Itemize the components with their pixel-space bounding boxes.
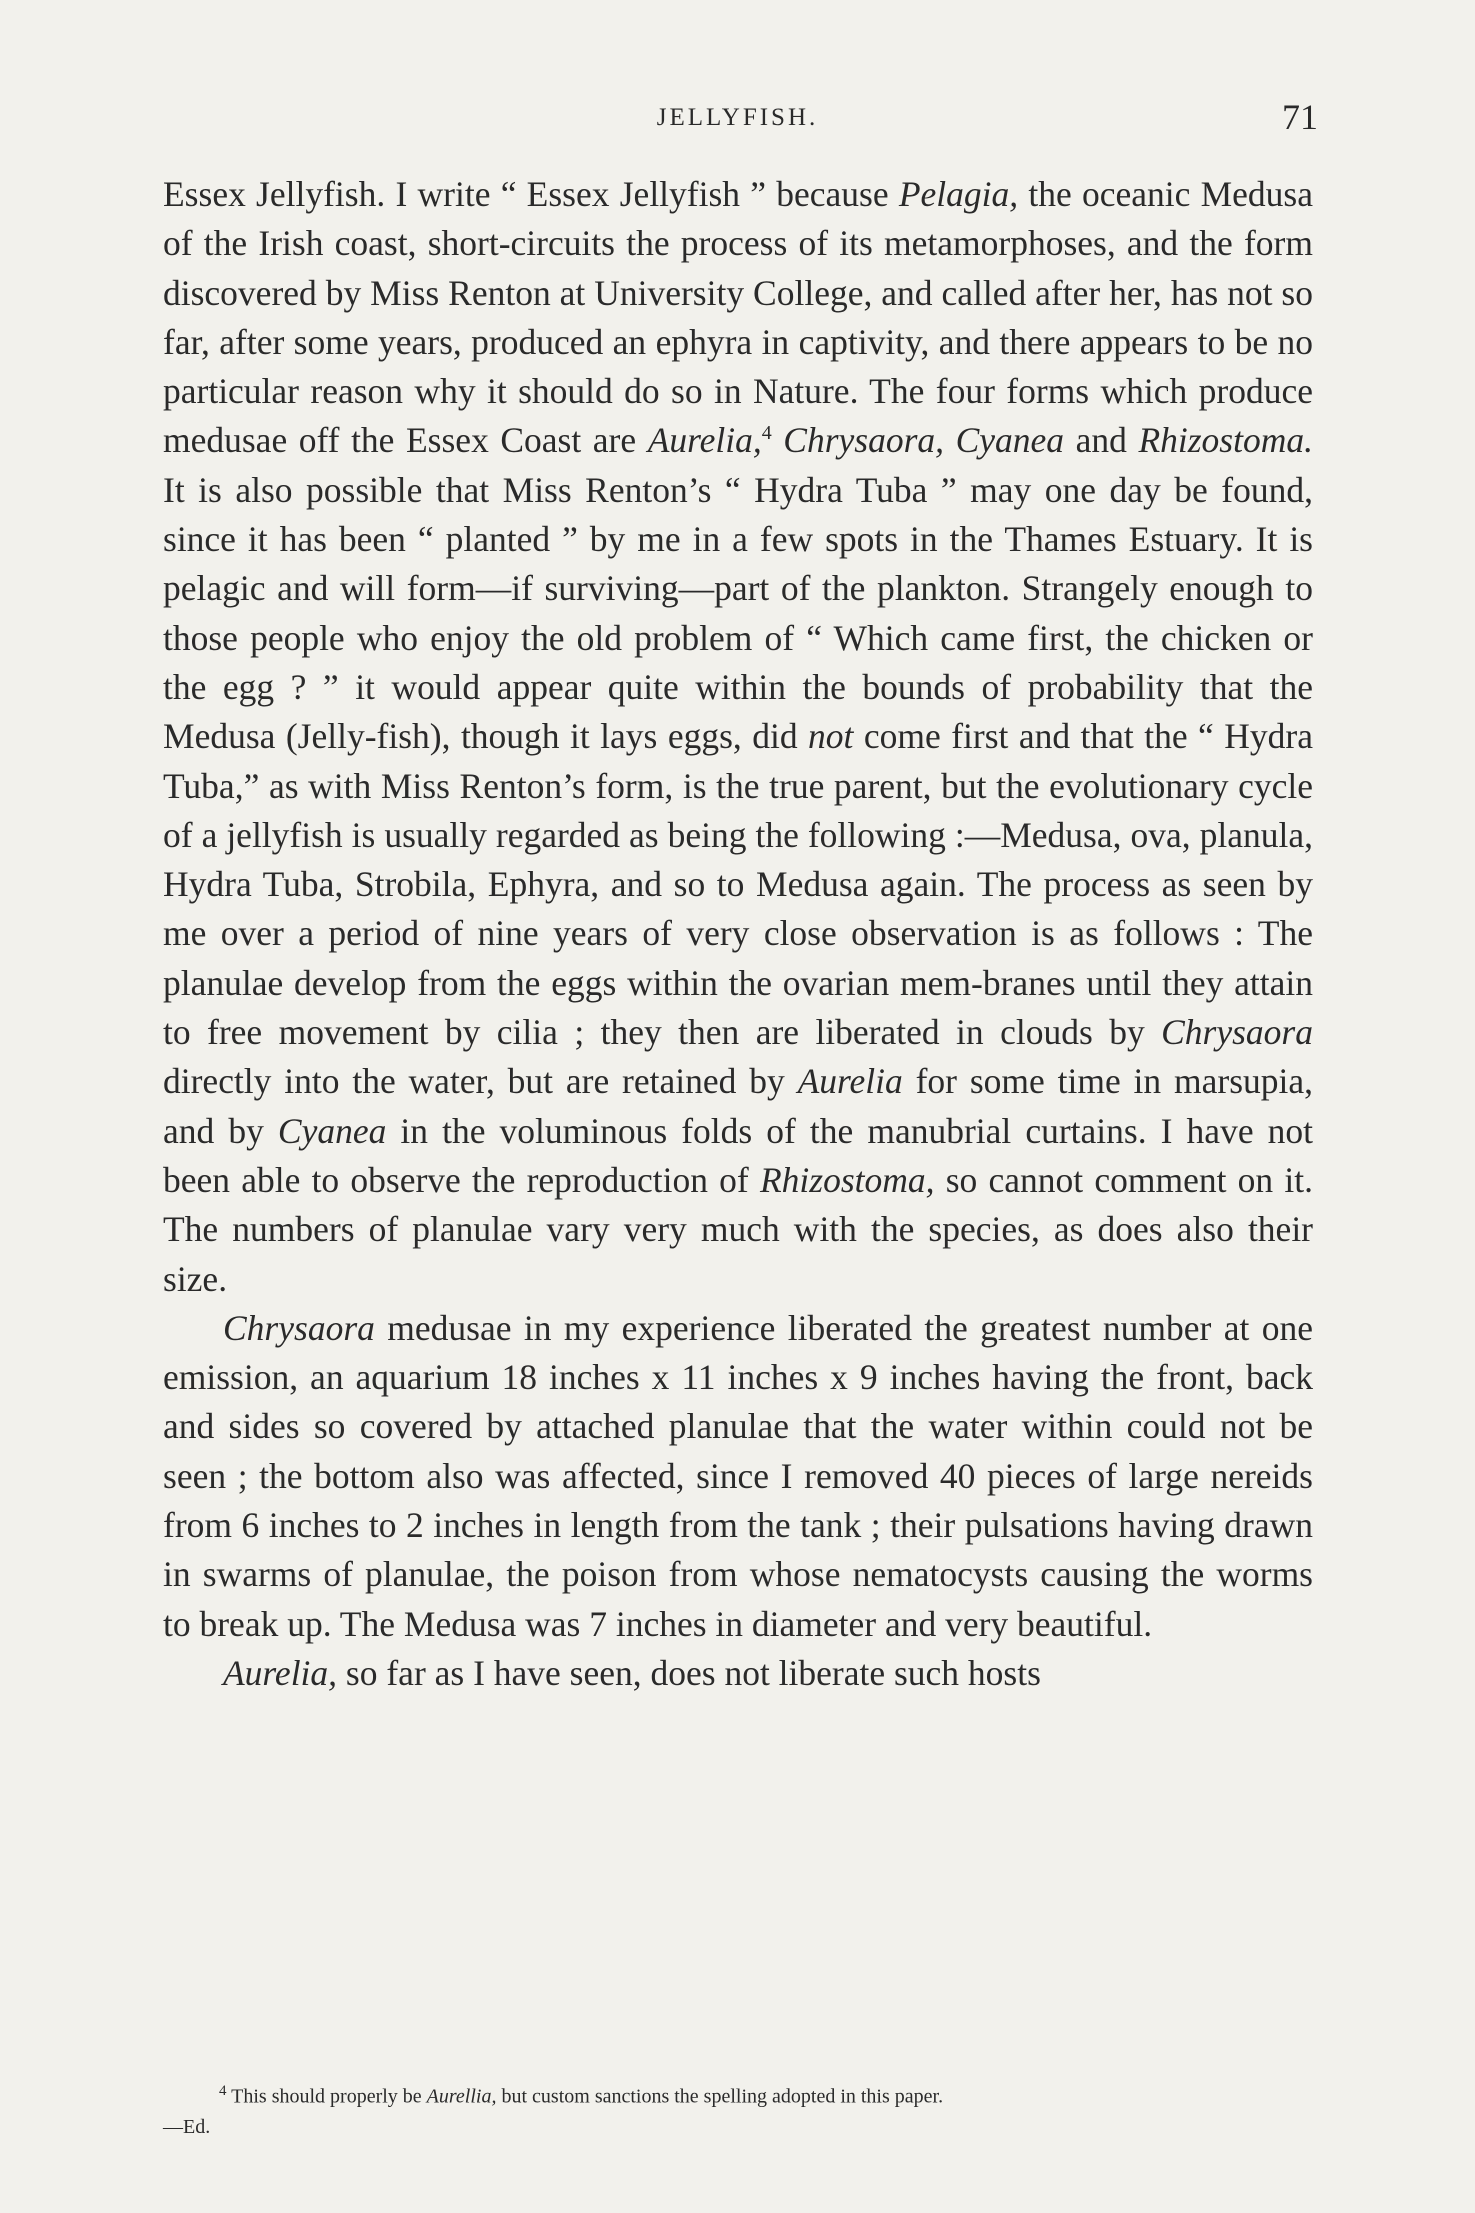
text-run: Essex Jellyfish. I write “ Essex Jellyfish ” because <box>163 174 899 214</box>
running-head <box>0 96 1475 136</box>
italic-run: Pelagia, <box>898 174 1019 214</box>
text-run: directly into the water, but are retained by <box>163 1061 798 1102</box>
text-run: the oceanic Medusa of the Irish coast, short-circuits the process of its metamorphoses, and the form discovered by Miss Renton at University College, and called after her, has not so far, after some years, produced an ephyra in captivity, and there appears to be no particular reason why it should do so in Nature. The four forms which produce medusae off the Essex Coast are <box>163 174 1313 461</box>
italic-run: Aurelia, <box>647 420 762 461</box>
footnote-mark: 4 <box>219 2083 227 2099</box>
text-run: in the voluminous folds of the manubrial curtains. I have not been able to observe the reproduction of <box>163 1110 1313 1200</box>
italic-run: Rhizostoma, <box>759 1159 935 1200</box>
italic-run: Chrysaora <box>1161 1012 1313 1053</box>
italic-run: Chrysaora, Cyanea <box>783 420 1065 461</box>
text-run: for some time in marsupia, and by <box>163 1061 1314 1151</box>
body-text <box>163 170 1313 1698</box>
text-run: It is also possible that Miss Renton’s “ Hydra Tuba ” may one day be found, since it has been “ planted ” by me in a few spots in the Thames Estuary. It is pelagic and will form—if surviving—part of the plankton. Strangely enough to those people who enjoy the old problem of “ Which came first, the chicken or the egg ? ” it would appear quite within the bounds of probability that the Medusa (Jelly-fish), though it lays eggs, did <box>163 469 1313 757</box>
text-run: medusae in my experience liberated the greatest number at one emission, an aquarium 18 inches x 11 inches x 9 inches having the front, back and sides so covered by attached planulae that the water within could not be seen ; the bottom also was affected, since I removed 40 pieces of large nereids from 6 inches to 2 inches in length from the tank ; their pulsations having drawn in swarms of planulae, the poison from whose nematocysts causing the worms to break up. The Medusa was 7 inches in diameter and very beautiful. <box>163 1307 1313 1644</box>
italic-run: Rhizostoma. <box>1138 420 1313 461</box>
italic-run: not <box>808 716 854 757</box>
text-run: and <box>1064 420 1139 461</box>
paragraph-3 <box>163 1649 1313 1698</box>
footnote <box>163 2076 1313 2142</box>
footnote-editor-mark: —Ed. <box>163 2115 211 2138</box>
text-run: so cannot comment on it. The numbers of planulae vary very much with the species, as does also their size. <box>163 1159 1313 1299</box>
text-run: so far as I have seen, does not liberate such hosts <box>337 1652 1041 1693</box>
footnote-line <box>163 2076 1313 2112</box>
footnote-text: This should properly be <box>226 2085 427 2108</box>
text-run: come first and that the “ Hydra Tuba,” as with Miss Renton’s form, is the true parent, but the evolutionary cycle of a jellyfish is usually regarded as being the following :—Medusa, ova, planula, Hydra Tuba, Strobila, Ephyra, and so to Medusa again. The process as seen by me over a period of nine years of very close observation is as follows : The planulae develop from the eggs within the ovarian mem-branes until they attain to free movement by cilia ; they then are liberated in clouds by <box>163 716 1313 1053</box>
page-number: 71 <box>1282 97 1318 137</box>
italic-run: Chrysaora <box>223 1307 375 1348</box>
italic-run: Aurelia <box>797 1061 903 1102</box>
running-head-title: JELLYFISH. <box>656 104 819 131</box>
italic-run: Cyanea <box>277 1110 387 1151</box>
italic-run: Aurelia, <box>223 1652 338 1693</box>
paragraph-1 <box>163 170 1313 1304</box>
footnote-italic: Aurellia, <box>426 2085 497 2108</box>
footnote-reference: 4 <box>761 422 772 445</box>
footnote-text: but custom sanctions the spelling adopted in this paper. <box>496 2085 944 2108</box>
paragraph-2 <box>163 1304 1313 1649</box>
